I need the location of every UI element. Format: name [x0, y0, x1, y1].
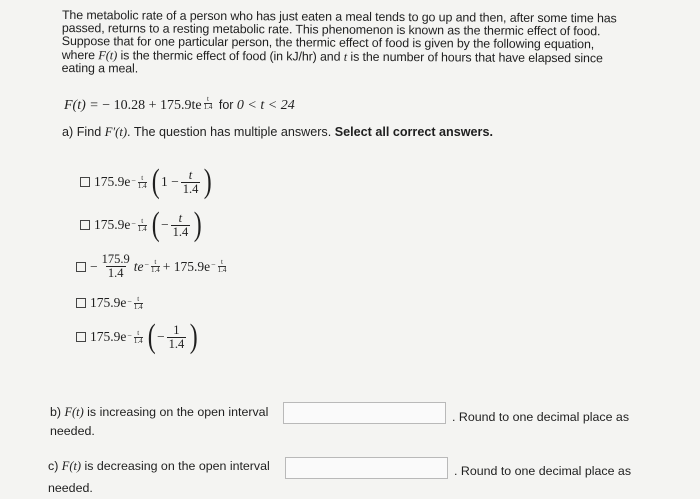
- option-5-exponent: − $\frac{t}{1.4}$: [127, 328, 143, 345]
- option-5[interactable]: 175.9e − $\frac{t}{1.4}$ ( − $\frac{1}{1.4}$ ): [76, 322, 200, 352]
- option-3-frac: $\frac{175.9}{1.4}$: [101, 252, 130, 280]
- option-5-inner: −: [156, 329, 165, 344]
- option-2-inner: −: [160, 217, 169, 232]
- part-b-ft: F(t): [64, 405, 84, 419]
- option-1-inner: 1 −: [160, 174, 179, 189]
- part-a-bold: Select all correct answers.: [334, 125, 493, 139]
- thermic-equation: [64, 96, 295, 114]
- option-4-exponent: − $\frac{t}{1.4}$: [127, 294, 143, 311]
- part-b-answer-input[interactable]: [283, 402, 446, 424]
- part-b-round-note: . Round to one decimal place as: [452, 410, 630, 424]
- equation-exp-den: 1.4: [203, 103, 213, 111]
- option-5-coef: 175.9e: [90, 329, 127, 344]
- part-b-label: b): [50, 405, 65, 419]
- option-1-checkbox[interactable]: [80, 177, 90, 187]
- option-4-coef: 175.9e: [90, 295, 127, 310]
- equation-for: for: [215, 98, 237, 112]
- option-4-checkbox[interactable]: [76, 298, 86, 308]
- option-2[interactable]: 175.9e − $\frac{t}{1.4}$ ( − $\frac{t}{1.4}$ ): [80, 210, 204, 240]
- option-4[interactable]: [76, 295, 146, 311]
- option-3-plus: + 175.9e: [162, 258, 211, 274]
- part-c-answer-input[interactable]: [285, 457, 448, 479]
- part-a-fprime: F′(t): [104, 125, 128, 139]
- option-2-exponent: − $\frac{t}{1.4}$: [131, 216, 147, 233]
- equation-lhs: F(t) =: [64, 98, 103, 113]
- intro-t: t: [343, 49, 348, 64]
- part-a-prompt: [62, 125, 493, 140]
- part-a-text: . The question has multiple answers.: [127, 125, 335, 139]
- problem-intro: [62, 9, 622, 78]
- part-c-text: is decreasing on the open interval: [81, 459, 270, 473]
- option-3-exponent-2: − $\frac{t}{1.4}$: [211, 258, 227, 274]
- option-2-frac: $\frac{t}{1.4}$: [172, 210, 189, 239]
- equation-body: − 10.28 + 175.9te: [102, 98, 202, 113]
- option-1-coef: 175.9e: [94, 174, 131, 189]
- intro-line-1: The metabolic rate of a person who has just eaten a meal tends to go up and then, after some time has: [61, 8, 617, 26]
- option-1-exponent: − $\frac{t}{1.4}$: [131, 173, 147, 190]
- part-b-needed: needed.: [50, 424, 95, 438]
- intro-line-4-a: where: [61, 47, 99, 62]
- intro-line-5: eating a meal.: [61, 60, 139, 76]
- option-2-checkbox[interactable]: [80, 220, 90, 230]
- option-2-coef: 175.9e: [94, 217, 131, 232]
- part-a-prefix: a) Find: [62, 125, 105, 139]
- intro-line-4-c: is the number of hours that have elapsed since: [347, 49, 603, 65]
- part-b-text: is increasing on the open interval: [83, 405, 269, 419]
- part-b-prompt: [50, 405, 268, 420]
- option-3-checkbox[interactable]: [76, 262, 86, 272]
- part-c-label: c): [48, 459, 62, 473]
- intro-line-3: Suppose that for one particular person, the thermic effect of food is given by the following equation,: [61, 34, 595, 52]
- intro-line-4-b: is the thermic effect of food (in kJ/hr) and: [117, 47, 344, 64]
- equation-domain: 0 < t < 24: [236, 98, 295, 113]
- option-5-checkbox[interactable]: [76, 332, 86, 342]
- option-3-lead: −: [90, 258, 98, 274]
- equation-exponent: [204, 96, 213, 111]
- intro-ft: F(t): [98, 47, 118, 62]
- part-c-ft: F(t): [61, 459, 82, 473]
- option-3-mid: te: [133, 258, 144, 274]
- part-c-needed: needed.: [48, 481, 93, 495]
- option-3-exponent-1: − $\frac{t}{1.4}$: [144, 258, 160, 274]
- equation-exp-num: t: [207, 95, 209, 103]
- part-c-round-note: . Round to one decimal place as: [454, 464, 632, 478]
- option-3[interactable]: [76, 253, 229, 280]
- option-1[interactable]: 175.9e − $\frac{t}{1.4}$ ( 1 − $\frac{t}{1.4}$ ): [80, 167, 214, 197]
- intro-line-2: passed, returns to a resting metabolic rate. This phenomenon is known as the thermic effect of food.: [61, 21, 601, 39]
- option-5-frac: $\frac{1}{1.4}$: [168, 322, 185, 351]
- part-c-prompt: [48, 459, 270, 474]
- option-1-frac: $\frac{t}{1.4}$: [182, 167, 199, 196]
